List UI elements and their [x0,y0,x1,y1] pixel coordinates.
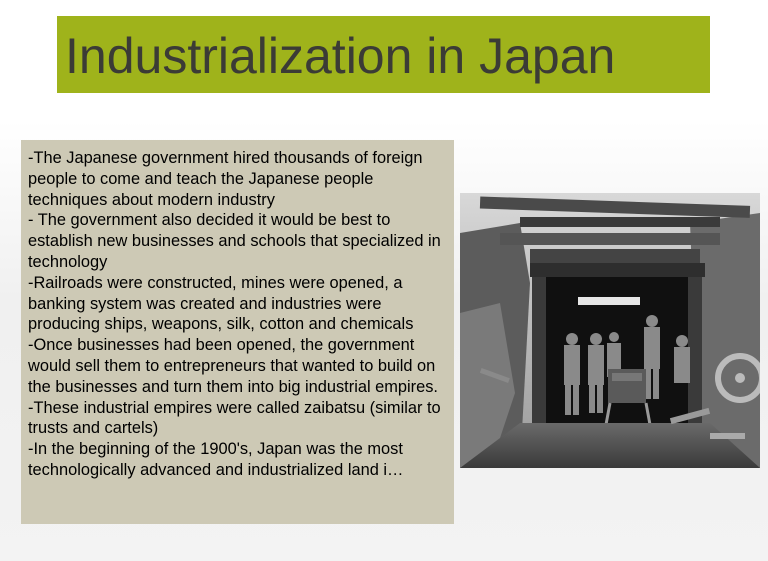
bullet-paragraph: -Railroads were constructed, mines were opened, a banking system was created and industries were producing ships, weapons, silk, cotton and chemicals [28,273,414,334]
mine-entrance-photo [460,193,760,468]
bullet-paragraph: -These industrial empires were called zaibatsu (similar to trusts and cartels) [28,398,441,438]
slide-title: Industrialization in Japan [65,27,616,84]
bullet-paragraph: - The government also decided it would be best to establish new businesses and schools that specialized in technology [28,211,441,271]
bullet-paragraph: -In the beginning of the 1900's, Japan was the most technologically advanced and industrialized land i… [28,440,404,479]
bullet-paragraph: -The Japanese government hired thousands of foreign people to come and teach the Japanese people techniques about modern industry [28,149,423,209]
bullet-paragraph: -Once businesses had been opened, the government would sell them to entrepreneurs that wanted to build on the businesses and turn them into big industrial empires. [28,336,438,396]
title-banner [57,16,710,93]
body-text-box [21,140,454,524]
